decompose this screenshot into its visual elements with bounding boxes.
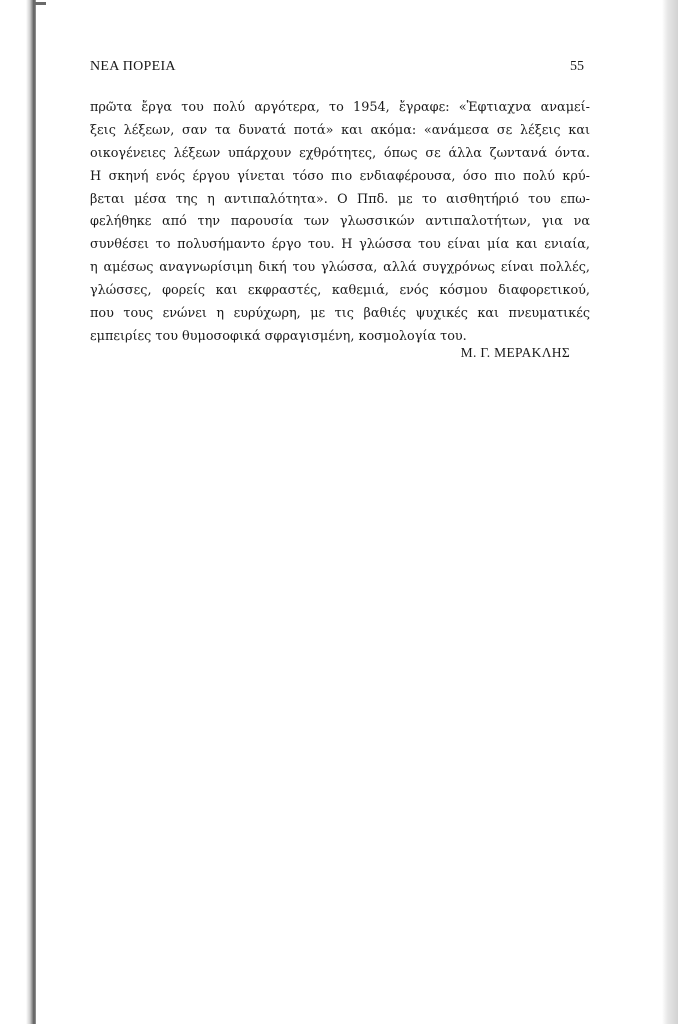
page-number: 55 [570, 59, 584, 74]
author-signature: Μ. Γ. ΜΕΡΑΚΛΗΣ [460, 345, 570, 360]
text-line: γλώσσες, φορείς και εκφραστές, καθεμιά, ενός κόσμου διαφορετικού, [90, 283, 590, 299]
text-line: φελήθηκε από την παρουσία των γλωσσικών αντιπαλοτήτων, για να [90, 214, 590, 230]
text-line: η αμέσως αναγνωρίσιμη δική του γλώσσα, αλλά συγχρόνως είναι πολλές, [90, 260, 590, 276]
text-line: οικογένειες λέξεων υπάρχουν εχθρότητες, όπως σε άλλα ζωντανά όντα. [90, 145, 590, 161]
text-line: ξεις λέξεων, σαν τα δυνατά ποτά» και ακόμα: «ανάμεσα σε λέξεις και [90, 122, 590, 138]
text-line: πρῶτα ἔργα του πολύ αργότερα, το 1954, ἔγραφε: «Ἐφτιαχνα αναμεί- [90, 100, 590, 115]
text-line: βεται μέσα της η αντιπαλότητα». Ο Ππδ. με το αισθητήριό του επω- [90, 191, 590, 207]
text-line: συνθέσει το πολυσήμαντο έργο του. Η γλώσσα του είναι μία και ενιαία, [90, 237, 590, 253]
running-head-title: ΝΕΑ ΠΟΡΕΙΑ [90, 59, 176, 74]
body-paragraph [90, 97, 590, 349]
text-line: που τους ενώνει η ευρύχωρη, με τις βαθιές ψυχικές και πνευματικές [90, 306, 590, 322]
text-line: εμπειρίες του θυμοσοφικά σφραγισμένη, κοσμολογία του. [90, 328, 467, 344]
binding-shadow-left [0, 0, 36, 1024]
text-line: Η σκηνή ενός έργου γίνεται τόσο πιο ενδιαφέρουσα, όσο πιο πολύ κρύ- [90, 168, 590, 184]
page-edge-right [662, 0, 678, 1024]
scan-mark-top [34, 2, 46, 5]
